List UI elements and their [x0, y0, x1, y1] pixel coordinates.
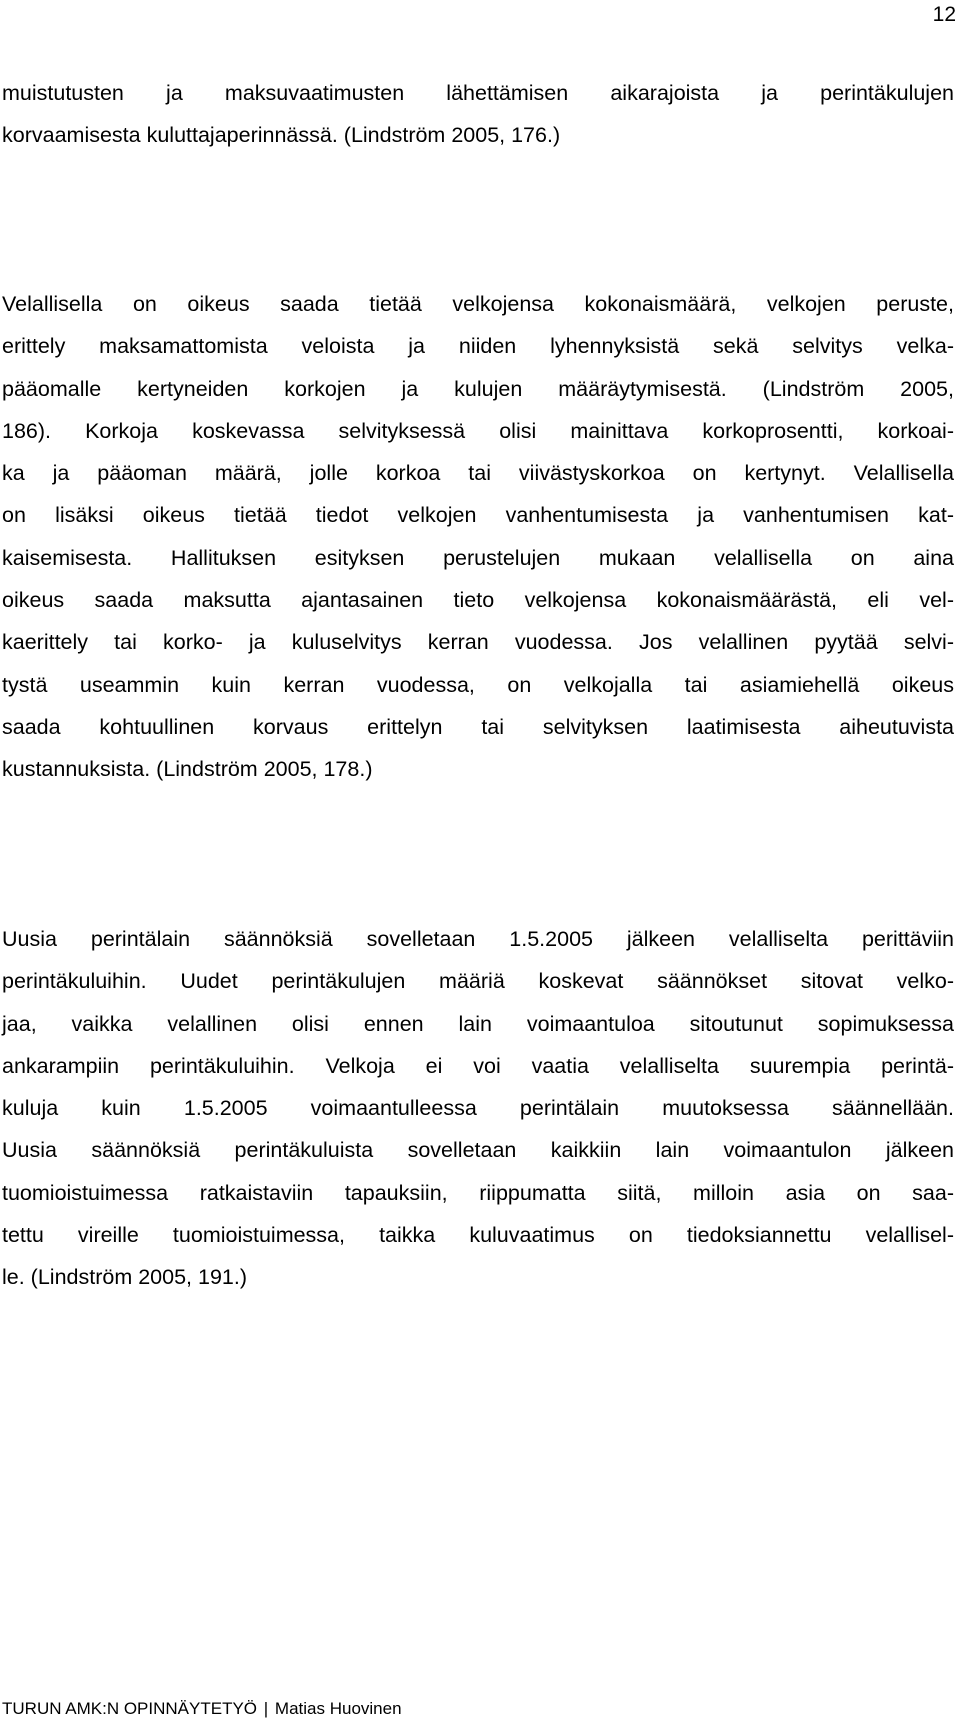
page-footer	[2, 1697, 402, 1721]
text-line: le. (Lindström 2005, 191.)	[2, 1265, 247, 1290]
text-line: on lisäksi oikeus tietää tiedot velkojen vanhentumisesta ja vanhentumisen kat-	[2, 503, 954, 528]
footer-author: Matias Huovinen	[274, 1699, 402, 1718]
text-line: tystä useammin kuin kerran vuodessa, on velkojalla tai asiamiehellä oikeus	[2, 672, 954, 697]
text-line: ka ja pääoman määrä, jolle korkoa tai viivästyskorkoa on kertynyt. Velallisella	[2, 461, 954, 486]
text-line: muistutusten ja maksuvaatimusten lähettämisen aikarajoista ja perintäkulujen	[2, 81, 954, 105]
text-line: perintäkuluihin. Uudet perintäkulujen määriä koskevat säännökset sitovat velko-	[2, 969, 954, 994]
text-line: Velallisella on oikeus saada tietää velkojensa kokonaismäärä, velkojen peruste,	[2, 292, 954, 316]
text-line: kuluja kuin 1.5.2005 voimaantulleessa perintälain muutoksessa säännellään.	[2, 1096, 954, 1121]
paragraph-3	[2, 918, 954, 1299]
page-number: 12	[932, 3, 956, 26]
text-line: kaisemisesta. Hallituksen esityksen perustelujen mukaan velallisella on aina	[2, 545, 954, 570]
paragraph-2	[2, 283, 954, 791]
text-line: Uusia perintälain säännöksiä sovelletaan 1.5.2005 jälkeen velalliselta perittäviin	[2, 927, 954, 951]
footer-institution: TURUN AMK:N OPINNÄYTETYÖ	[2, 1699, 258, 1718]
text-line: kaerittely tai korko- ja kuluselvitys kerran vuodessa. Jos velallinen pyytää selvi-	[2, 630, 954, 655]
text-line: pääomalle kertyneiden korkojen ja kulujen määräytymisestä. (Lindström 2005,	[2, 376, 954, 401]
text-line: tuomioistuimessa ratkaistaviin tapauksiin, riippumatta siitä, milloin asia on saa-	[2, 1180, 954, 1205]
footer-separator: |	[263, 1699, 269, 1718]
text-line: Uusia säännöksiä perintäkuluista sovelletaan kaikkiin lain voimaantulon jälkeen	[2, 1138, 954, 1163]
paragraph-1	[2, 72, 954, 157]
text-line: tettu vireille tuomioistuimessa, taikka kuluvaatimus on tiedoksiannettu velallisel-	[2, 1223, 954, 1248]
text-line: saada kohtuullinen korvaus erittelyn tai selvityksen laatimisesta aiheutuvista	[2, 714, 954, 739]
text-line: 186). Korkoja koskevassa selvityksessä olisi mainittava korkoprosentti, korkoai-	[2, 418, 954, 443]
text-line: jaa, vaikka velallinen olisi ennen lain voimaantuloa sitoutunut sopimuksessa	[2, 1011, 954, 1036]
text-line: kustannuksista. (Lindström 2005, 178.)	[2, 757, 373, 782]
text-line: oikeus saada maksutta ajantasainen tieto velkojensa kokonaismäärästä, eli vel-	[2, 588, 954, 613]
text-line: erittely maksamattomista veloista ja niiden lyhennyksistä sekä selvitys velka-	[2, 334, 954, 359]
text-line: korvaamisesta kuluttajaperinnässä. (Lindström 2005, 176.)	[2, 123, 561, 148]
text-line: ankarampiin perintäkuluihin. Velkoja ei voi vaatia velalliselta suurempia perintä-	[2, 1053, 954, 1078]
